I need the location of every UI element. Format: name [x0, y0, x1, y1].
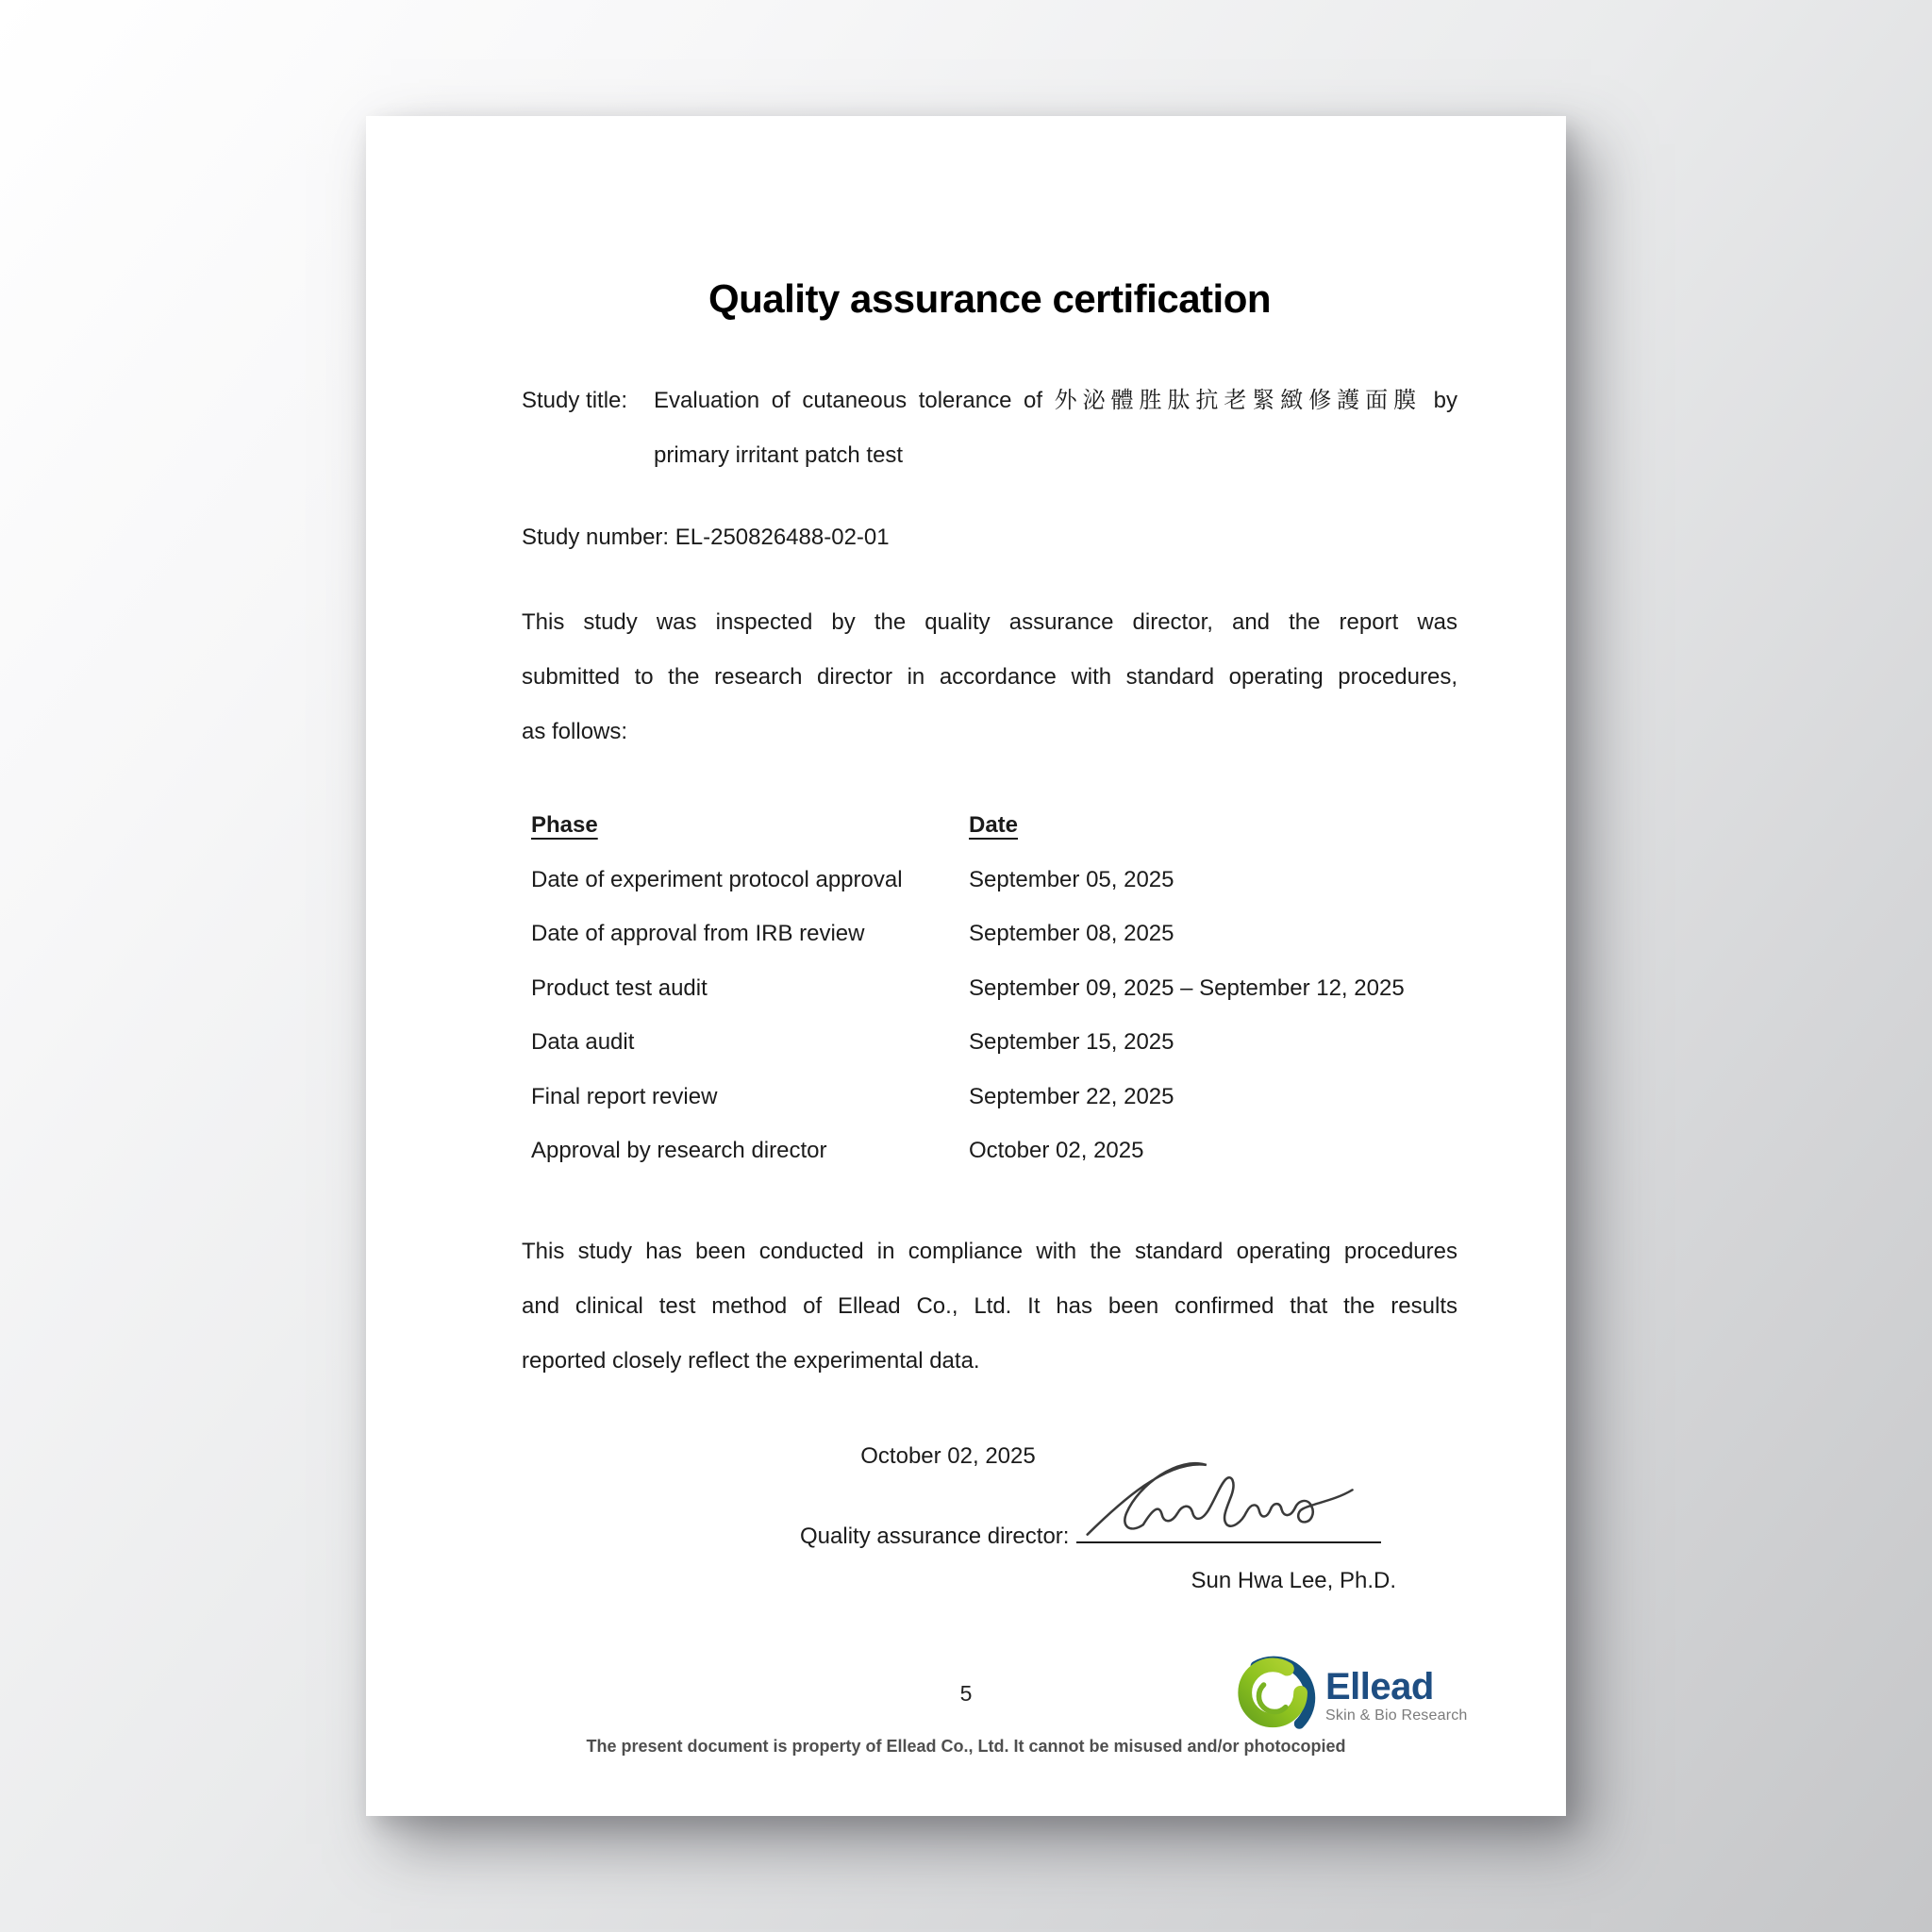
logo-mark-icon — [1231, 1653, 1318, 1740]
table-row — [531, 853, 1457, 908]
intro-paragraph — [522, 595, 1457, 759]
signature-row — [522, 1513, 1457, 1560]
table-row — [531, 1124, 1457, 1178]
table-header-row — [531, 798, 1457, 853]
table-row — [531, 907, 1457, 961]
study-title-line-2: primary irritant patch test — [654, 442, 904, 468]
phase-cell: Date of experiment protocol approval — [531, 866, 903, 892]
phase-cell: Final report review — [531, 1083, 718, 1109]
phase-cell: Data audit — [531, 1029, 635, 1055]
compliance-line-3: reported closely reflect the experimental data. — [522, 1347, 980, 1374]
page-number: 5 — [959, 1681, 973, 1706]
property-notice: The present document is property of Ellead Co., Ltd. It cannot be misused and/or photocopied — [586, 1737, 1346, 1756]
study-title-label: Study title: — [522, 388, 628, 413]
company-logo — [1231, 1651, 1468, 1740]
signoff-date: October 02, 2025 — [860, 1442, 1036, 1469]
page-title: Quality assurance certification — [708, 276, 1272, 321]
signature-line — [1076, 1513, 1381, 1543]
logo-tagline: Skin & Bio Research — [1325, 1707, 1468, 1724]
intro-line-3: as follows: — [522, 719, 628, 744]
paper — [366, 116, 1566, 1816]
date-column-header: Date — [969, 812, 1019, 838]
logo-name: Ellead — [1325, 1666, 1434, 1707]
signature-image — [1069, 1447, 1385, 1545]
phase-cell: Approval by research director — [531, 1138, 827, 1163]
schedule-table — [522, 798, 1457, 1178]
study-number: Study number: EL-250826488-02-01 — [522, 525, 890, 550]
compliance-line-1: This study has been conducted in compliance with the standard operating procedures — [522, 1238, 1457, 1264]
study-title-line-1: Evaluation of cutaneous tolerance of 外泌體胜肽抗老緊緻修護面膜 by — [654, 388, 1457, 413]
date-cell: September 05, 2025 — [969, 866, 1174, 892]
intro-line-1: This study was inspected by the quality assurance director, and the report was — [522, 609, 1457, 635]
compliance-line-2: and clinical test method of Ellead Co., Ltd. It has been confirmed that the results — [522, 1292, 1457, 1319]
compliance-paragraph — [522, 1224, 1457, 1389]
date-cell: September 22, 2025 — [969, 1083, 1174, 1109]
signer-name: Sun Hwa Lee, Ph.D. — [1191, 1567, 1396, 1593]
logo-text — [1325, 1667, 1468, 1724]
phase-column-header: Phase — [531, 812, 598, 838]
study-title — [522, 374, 1457, 483]
signature-label: Quality assurance director: — [800, 1523, 1070, 1549]
table-row — [531, 1070, 1457, 1124]
date-cell: September 08, 2025 — [969, 921, 1174, 946]
date-cell: October 02, 2025 — [969, 1138, 1144, 1163]
phase-cell: Product test audit — [531, 974, 708, 1001]
date-cell: September 09, 2025 – September 12, 2025 — [969, 974, 1405, 1001]
phase-cell: Date of approval from IRB review — [531, 921, 865, 946]
date-cell: September 15, 2025 — [969, 1029, 1174, 1055]
intro-line-2: submitted to the research director in accordance with standard operating procedures, — [522, 664, 1457, 690]
table-row — [531, 961, 1457, 1016]
table-row — [531, 1015, 1457, 1070]
